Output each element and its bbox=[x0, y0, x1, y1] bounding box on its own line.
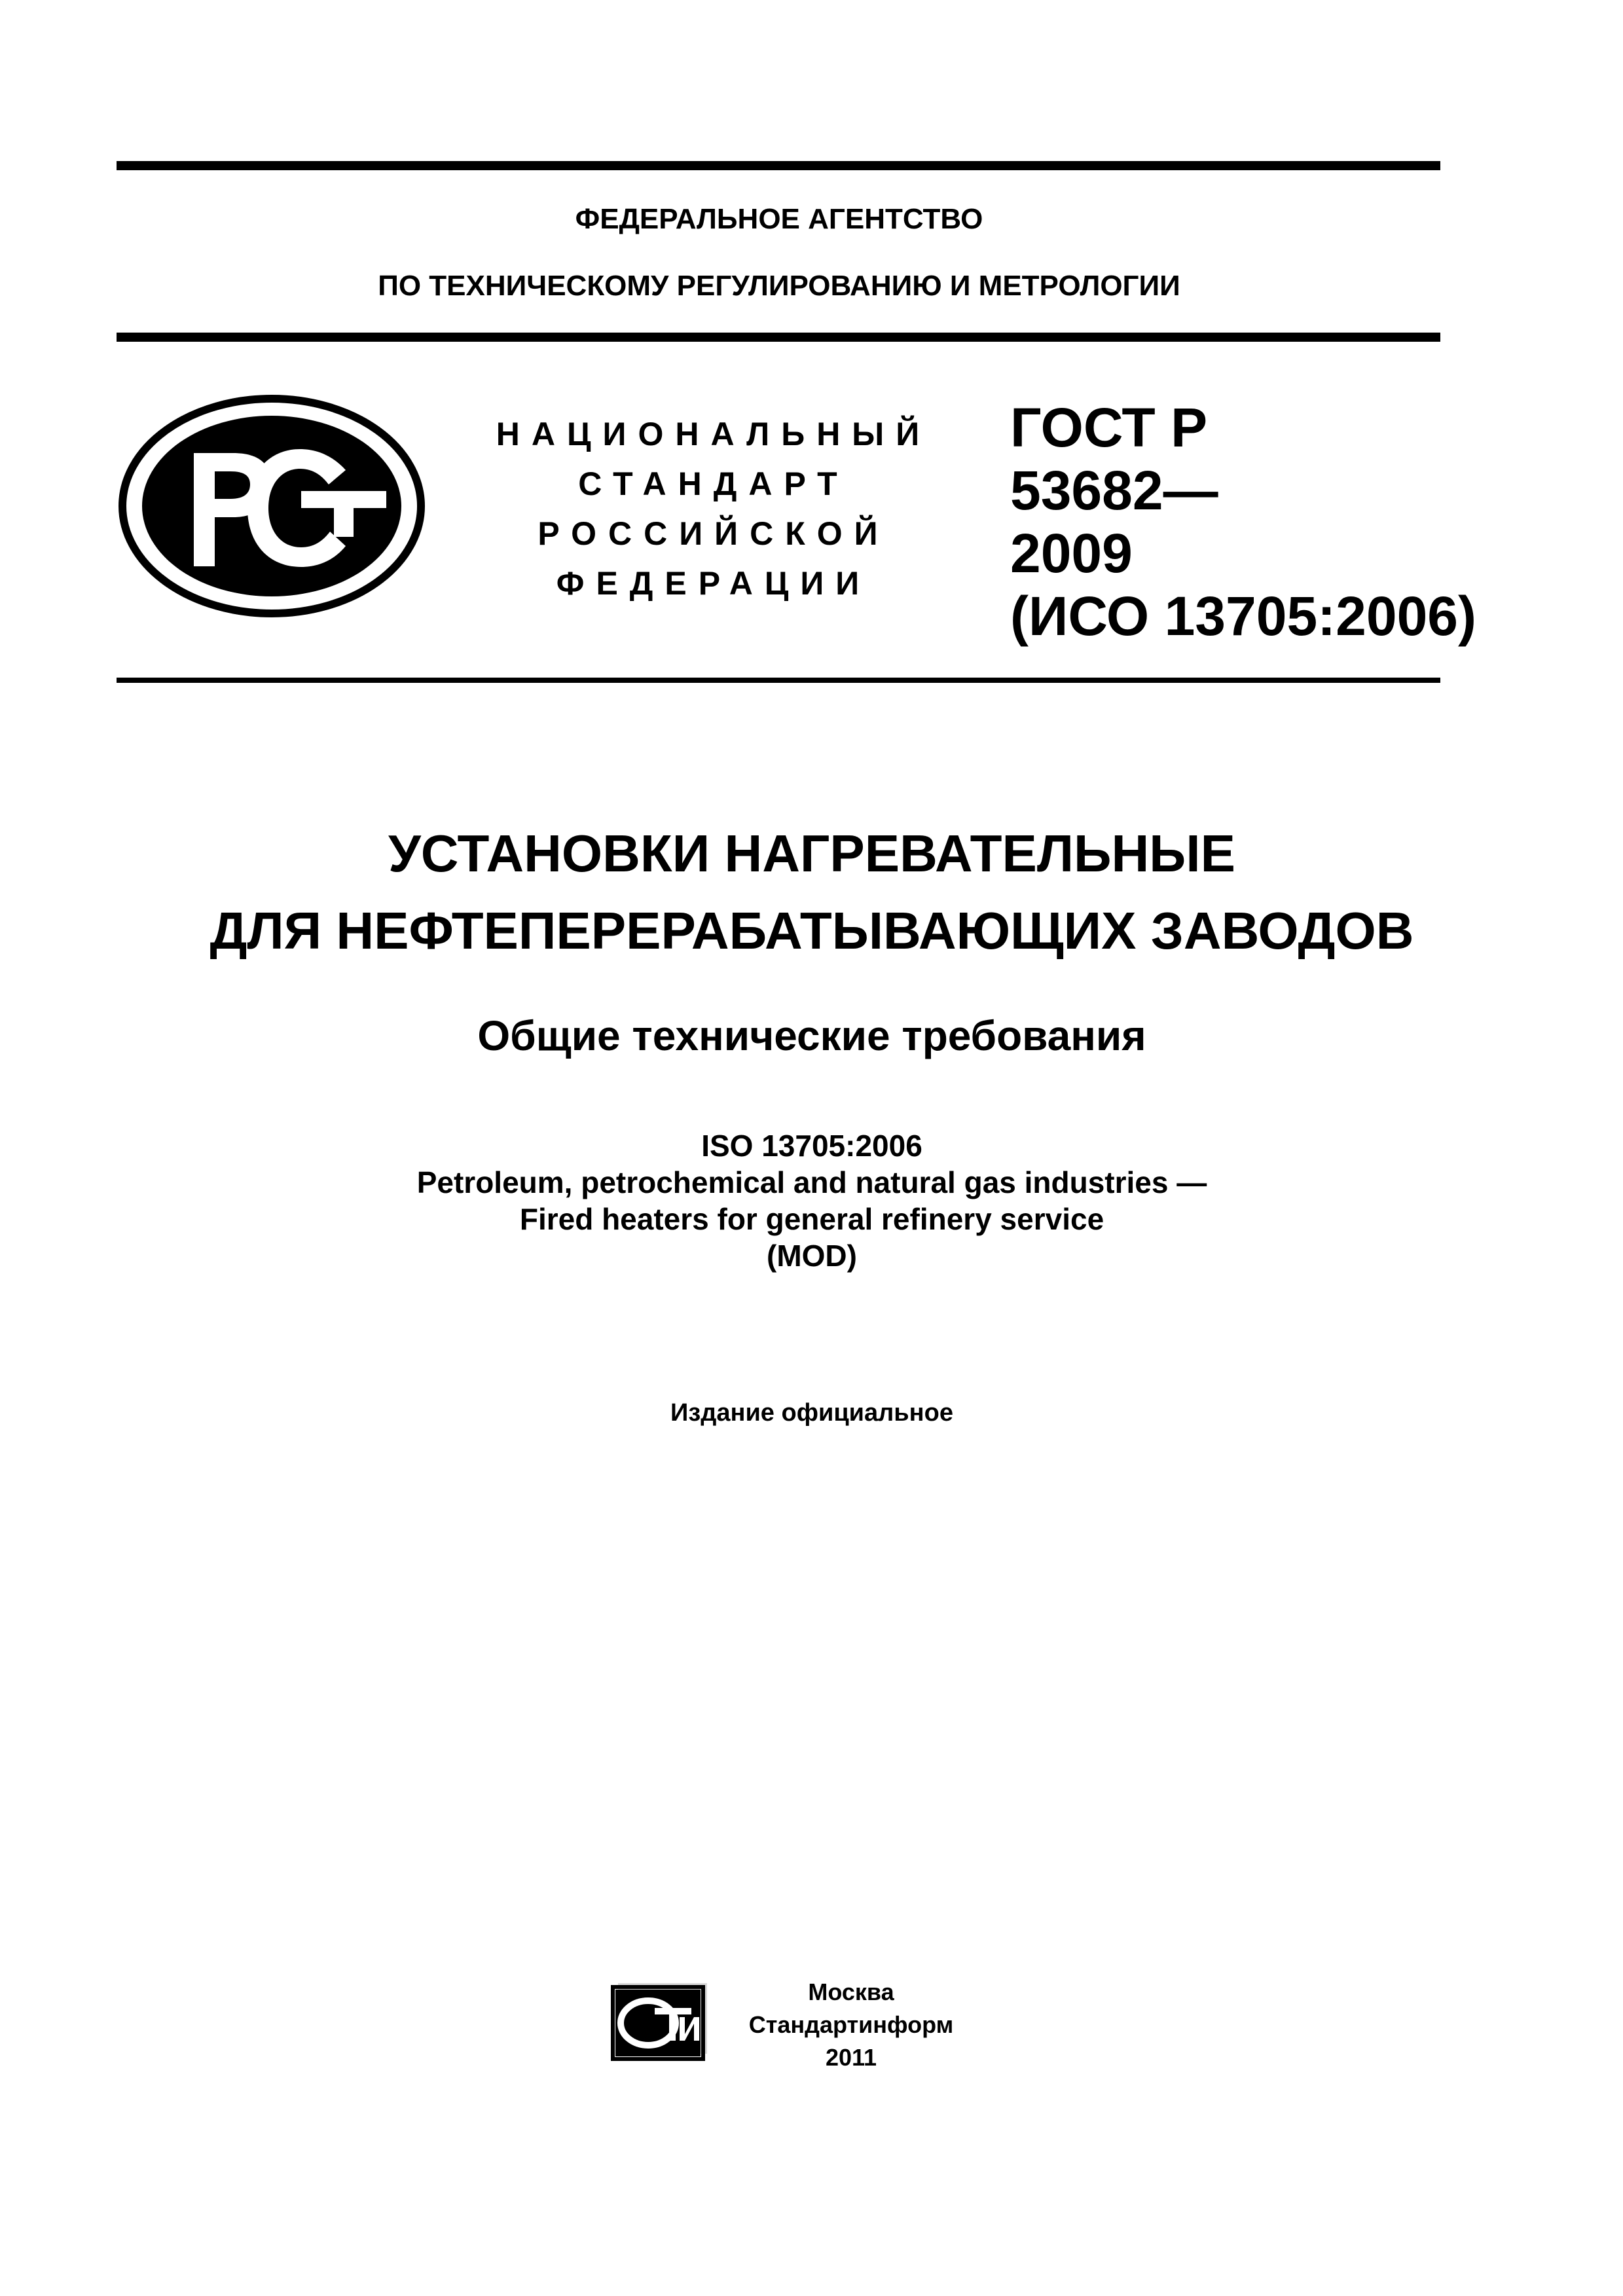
standard-code-line: 2009 bbox=[1010, 522, 1133, 584]
edition-note: Издание официальное bbox=[670, 1399, 953, 1427]
rst-certification-logo-icon bbox=[117, 393, 427, 619]
standard-code bbox=[1010, 396, 1476, 647]
standard-code-line: (ИСО 13705:2006) bbox=[1010, 585, 1476, 647]
standartinform-logo-icon bbox=[609, 1980, 707, 2064]
iso-reference-line: (MOD) bbox=[767, 1239, 857, 1273]
publisher-name: Стандартинформ bbox=[748, 2011, 954, 2038]
document-title bbox=[98, 815, 1525, 970]
document-subtitle: Общие технические требования bbox=[477, 1012, 1146, 1059]
standard-type-line: ФЕДЕРАЦИИ bbox=[556, 565, 871, 602]
agency-name-line-1: ФЕДЕРАЛЬНОЕ АГЕНТСТВО bbox=[575, 203, 983, 235]
agency-name-line-2: ПО ТЕХНИЧЕСКОМУ РЕГУЛИРОВАНИЮ И МЕТРОЛОГИИ bbox=[378, 270, 1180, 302]
iso-reference bbox=[98, 1127, 1525, 1274]
publisher-year: 2011 bbox=[825, 2044, 877, 2071]
iso-reference-line: Fired heaters for general refinery service bbox=[519, 1202, 1104, 1236]
iso-reference-line: ISO 13705:2006 bbox=[701, 1129, 922, 1163]
standard-type-line: РОССИЙСКОЙ bbox=[538, 515, 890, 552]
iso-reference-line: Petroleum, petrochemical and natural gas industries — bbox=[416, 1165, 1207, 1199]
title-rule bbox=[117, 678, 1440, 683]
standard-type bbox=[484, 409, 943, 608]
header-rule bbox=[117, 333, 1440, 342]
standard-code-line: ГОСТ Р bbox=[1010, 397, 1208, 458]
standard-type-line: НАЦИОНАЛЬНЫЙ bbox=[496, 416, 932, 452]
publisher-info bbox=[714, 1976, 989, 2074]
document-title-line: ДЛЯ НЕФТЕПЕРЕРАБАТЫВАЮЩИХ ЗАВОДОВ bbox=[210, 902, 1414, 960]
standard-code-line: 53682— bbox=[1010, 460, 1218, 521]
top-rule bbox=[117, 161, 1440, 170]
standard-type-line: СТАНДАРТ bbox=[578, 465, 849, 502]
document-title-line: УСТАНОВКИ НАГРЕВАТЕЛЬНЫЕ bbox=[388, 824, 1235, 883]
publisher-city: Москва bbox=[808, 1978, 894, 2005]
